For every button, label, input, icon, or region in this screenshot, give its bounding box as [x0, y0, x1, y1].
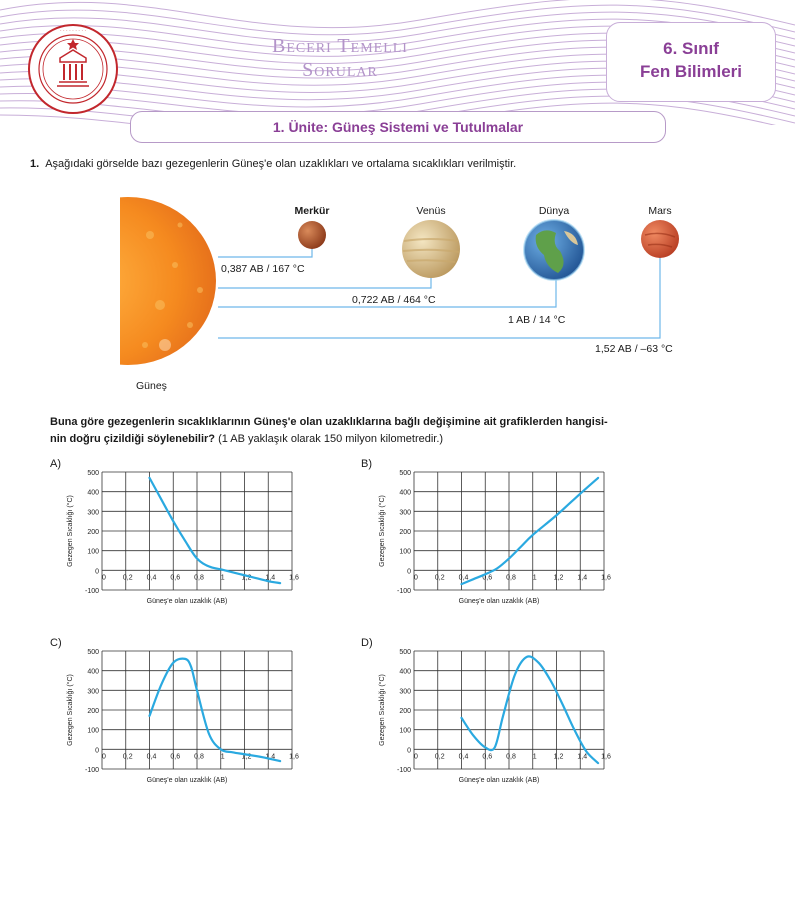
y-tick-label: -100 — [84, 767, 99, 774]
subject-name: Fen Bilimleri — [639, 62, 743, 81]
y-tick-label: 300 — [87, 688, 99, 696]
x-tick-label: 1,4 — [265, 753, 276, 761]
svg-text:· · · · · · · · ·: · · · · · · · · · — [59, 28, 87, 34]
question-prompt-note: (1 AB yaklaşık olarak 150 milyon kilometredir.) — [218, 433, 444, 445]
x-tick-label: 1,4 — [577, 574, 588, 582]
x-tick-label: 1,2 — [241, 753, 252, 761]
mercury-connector — [218, 240, 312, 257]
earth-planet — [524, 220, 584, 280]
x-tick-label: 1,4 — [577, 753, 588, 761]
x-tick-label: 0,2 — [434, 574, 445, 582]
y-tick-label: 400 — [87, 489, 99, 497]
brand-line-1: Beceri Temelli — [272, 35, 408, 57]
chart-option-c[interactable] — [60, 645, 320, 795]
x-axis-label: Güneş'e olan uzaklık (AB) — [146, 777, 228, 784]
question-prompt-line-2: nin doğru çizildiği söylenebilir? — [50, 433, 216, 445]
x-tick-label: 1,6 — [289, 753, 299, 761]
y-tick-label: 200 — [399, 708, 411, 715]
x-tick-label: 1,6 — [289, 574, 299, 582]
x-tick-label: 0,2 — [122, 753, 133, 761]
x-tick-label: 0 — [102, 753, 106, 761]
venus-info: 0,722 AB / 464 °C — [352, 294, 436, 306]
x-tick-label: 0 — [414, 574, 418, 582]
x-tick-label: 0,4 — [146, 574, 157, 582]
brand-line-2: Sorular — [302, 59, 378, 81]
mercury-planet — [298, 221, 326, 249]
question-intro: Aşağıdaki görselde bazı gezegenlerin Güneş'e olan uzaklıkları ve ortalama sıcaklıkları verilmiştir. — [45, 158, 517, 170]
grade-level: 6. Sınıf — [663, 39, 719, 58]
y-tick-label: 0 — [95, 568, 99, 576]
x-tick-label: 0,2 — [122, 574, 133, 582]
x-tick-label: 0 — [102, 574, 106, 582]
y-tick-label: 100 — [87, 727, 99, 735]
unit-title-text: 1. Ünite: Güneş Sistemi ve Tutulmalar — [272, 119, 524, 135]
x-tick-label: 1,2 — [241, 574, 252, 582]
x-tick-label: 0,6 — [482, 753, 493, 761]
x-tick-label: 1,6 — [601, 753, 611, 761]
y-tick-label: 100 — [399, 727, 411, 735]
y-tick-label: 300 — [87, 509, 99, 517]
x-tick-label: 0,4 — [458, 574, 469, 582]
x-tick-label: 1 — [220, 753, 225, 761]
x-tick-label: 1,2 — [553, 753, 564, 761]
option-d-label[interactable]: D) — [361, 637, 373, 649]
x-tick-label: 0,4 — [458, 753, 469, 761]
y-tick-label: 100 — [87, 548, 99, 556]
x-tick-label: 0,6 — [170, 574, 181, 582]
planet-name-mars: Mars — [648, 205, 672, 217]
y-axis-label: Gezegen Sıcaklığı (°C) — [67, 674, 74, 746]
x-axis-label: Güneş'e olan uzaklık (AB) — [458, 777, 540, 784]
y-tick-label: 500 — [399, 470, 411, 477]
mercury-info: 0,387 AB / 167 °C — [221, 263, 305, 275]
chart-option-a[interactable] — [60, 466, 320, 616]
planet-name-venus: Venüs — [416, 205, 446, 217]
x-tick-label: 1,6 — [601, 574, 611, 582]
x-tick-label: 0 — [414, 753, 418, 761]
y-axis-label: Gezegen Sıcaklığı (°C) — [379, 495, 386, 567]
y-tick-label: 100 — [399, 548, 411, 556]
y-tick-label: 0 — [407, 568, 411, 576]
planet-name-mercury: Merkür — [294, 205, 330, 217]
y-tick-label: 500 — [87, 649, 99, 656]
y-tick-label: 400 — [87, 668, 99, 676]
x-tick-label: 0,4 — [146, 753, 157, 761]
y-tick-label: 200 — [399, 529, 411, 536]
y-tick-label: -100 — [84, 588, 99, 595]
planet-name-earth: Dünya — [538, 205, 570, 217]
y-tick-label: 500 — [87, 470, 99, 477]
y-tick-label: 0 — [95, 747, 99, 755]
unit-title — [130, 111, 666, 143]
y-tick-label: 400 — [399, 668, 411, 676]
mars-planet — [641, 220, 679, 258]
ministry-seal-logo — [26, 22, 120, 116]
y-tick-label: -100 — [396, 767, 411, 774]
x-tick-label: 0,2 — [434, 753, 445, 761]
earth-info: 1 AB / 14 °C — [508, 314, 566, 326]
y-tick-label: 300 — [399, 509, 411, 517]
x-tick-label: 1,2 — [553, 574, 564, 582]
y-axis-label: Gezegen Sıcaklığı (°C) — [67, 495, 74, 567]
y-tick-label: 0 — [407, 747, 411, 755]
y-axis-label: Gezegen Sıcaklığı (°C) — [379, 674, 386, 746]
x-tick-label: 0,8 — [506, 753, 516, 761]
option-c-label[interactable]: C) — [50, 637, 62, 649]
venus-planet — [402, 220, 460, 278]
x-tick-label: 0,8 — [506, 574, 516, 582]
sun — [120, 197, 216, 365]
option-b-label[interactable]: B) — [361, 458, 372, 470]
x-axis-label: Güneş'e olan uzaklık (AB) — [146, 598, 228, 605]
grade-box — [606, 22, 776, 102]
data-series-line — [150, 478, 281, 583]
chart-option-b[interactable] — [372, 466, 632, 616]
chart-option-d[interactable] — [372, 645, 632, 795]
y-tick-label: 200 — [87, 708, 99, 715]
x-tick-label: 1 — [220, 574, 225, 582]
mars-info: 1,52 AB / –63 °C — [595, 343, 673, 355]
y-tick-label: 500 — [399, 649, 411, 656]
x-tick-label: 0,6 — [482, 574, 493, 582]
x-tick-label: 0,6 — [170, 753, 181, 761]
x-axis-label: Güneş'e olan uzaklık (AB) — [458, 598, 540, 605]
y-tick-label: 200 — [87, 529, 99, 536]
x-tick-label: 1 — [532, 574, 537, 582]
x-tick-label: 1,4 — [265, 574, 276, 582]
y-tick-label: 400 — [399, 489, 411, 497]
x-tick-label: 0,8 — [194, 753, 204, 761]
y-tick-label: -100 — [396, 588, 411, 595]
question-number: 1. — [30, 158, 40, 170]
x-tick-label: 0,8 — [194, 574, 204, 582]
x-tick-label: 1 — [532, 753, 537, 761]
question-prompt-line-1: Buna göre gezegenlerin sıcaklıklarının Güneş'e olan uzaklıklarına bağlı değişimine ait grafiklerden hangisi- — [50, 416, 608, 428]
y-tick-label: 300 — [399, 688, 411, 696]
option-a-label[interactable]: A) — [50, 458, 61, 470]
sun-label: Güneş — [136, 380, 167, 392]
